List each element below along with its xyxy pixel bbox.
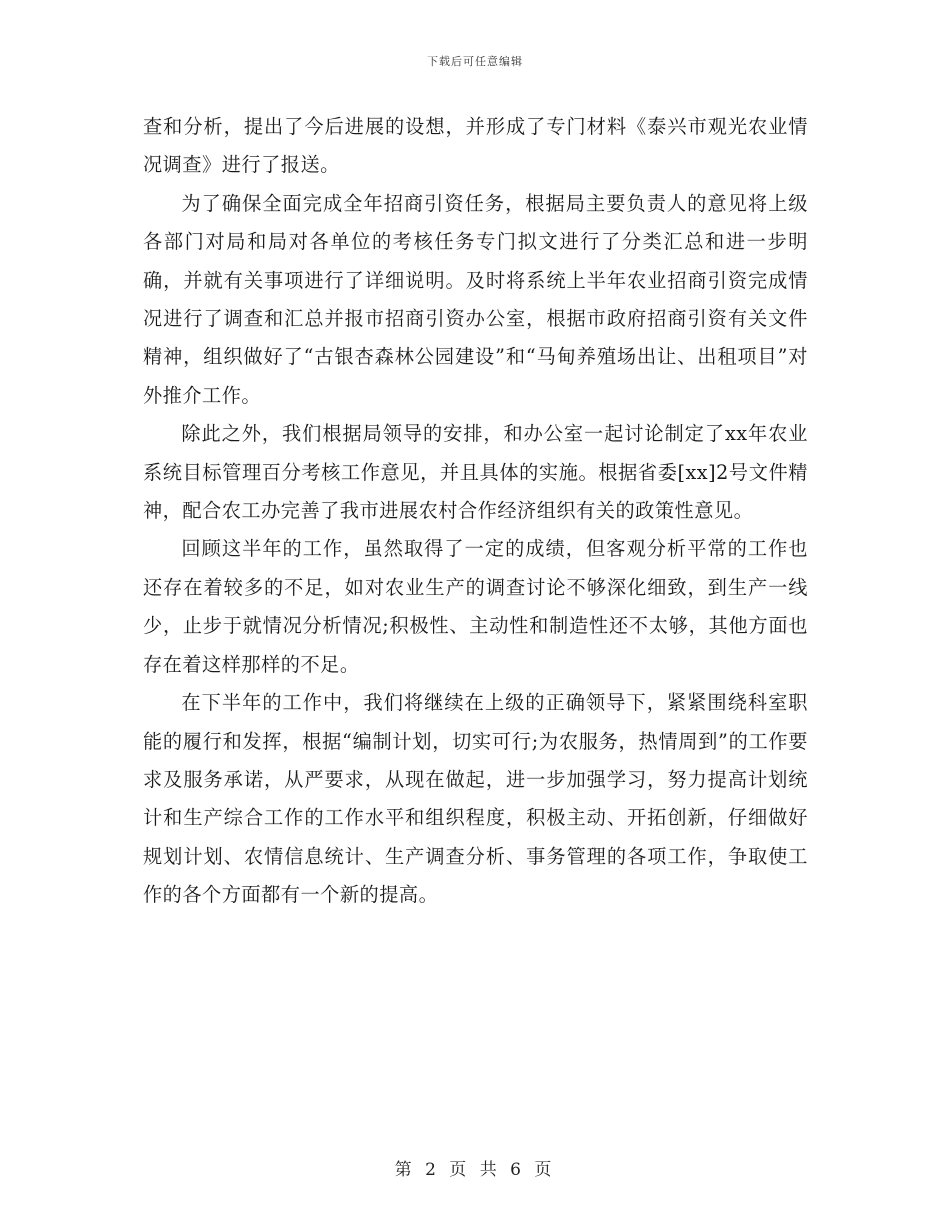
paragraph-1: 查和分析，提出了今后进展的设想，并形成了专门材料《泰兴市观光农业情况调查》进行了报送。	[143, 115, 808, 177]
paragraph-3: 除此之外，我们根据局领导的安排，和办公室一起讨论制定了xx年农业系统目标管理百分考核工作意见，并且具体的实施。根据省委[xx]2号文件精神，配合农工办完善了我市进展农村合作经济组织有关的政策性意见。	[143, 422, 808, 523]
paragraph-5: 在下半年的工作中，我们将继续在上级的正确领导下，紧紧围绕科室职能的履行和发挥，根据“编制计划，切实可行;为农服务，热情周到”的工作要求及服务承诺，从严要求，从现在做起，进一步加强学习，努力提高计划统计和生产综合工作的工作水平和组织程度，积极主动、开拓创新，仔细做好规划计划、农情信息统计、生产调查分析、事务管理的各项工作，争取使工作的各个方面都有一个新的提高。	[143, 691, 808, 907]
page-header: 下载后可任意编辑	[427, 55, 523, 68]
page-footer: 第 2 页 共 6 页	[394, 1160, 556, 1180]
document-body	[143, 108, 808, 915]
paragraph-4: 回顾这半年的工作，虽然取得了一定的成绩，但客观分析平常的工作也还存在着较多的不足，如对农业生产的调查讨论不够深化细致，到生产一线少，止步于就情况分析情况;积极性、主动性和制造性还不太够，其他方面也存在着这样那样的不足。	[143, 537, 808, 676]
paragraph-2: 为了确保全面完成全年招商引资任务，根据局主要负责人的意见将上级各部门对局和局对各单位的考核任务专门拟文进行了分类汇总和进一步明确，并就有关事项进行了详细说明。及时将系统上半年农业招商引资完成情况进行了调查和汇总并报市招商引资办公室，根据市政府招商引资有关文件精神，组织做好了“古银杏森林公园建设”和“马甸养殖场出让、出租项目”对外推介工作。	[143, 191, 808, 407]
